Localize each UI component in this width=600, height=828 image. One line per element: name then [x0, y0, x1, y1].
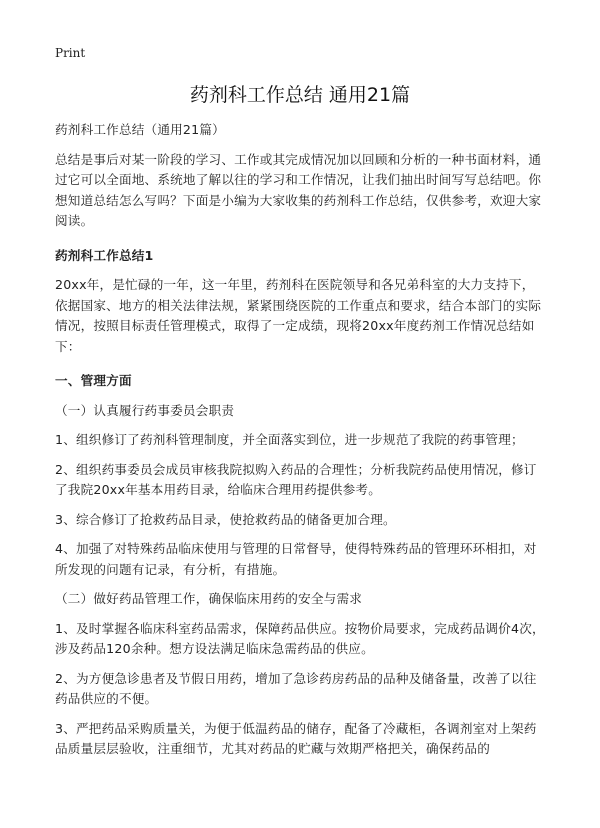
paragraph: 1、组织修订了药剂科管理制度，并全面落实到位，进一步规范了我院的药事管理； [55, 432, 524, 447]
paragraph: 3、综合修订了抢救药品目录，使抢救药品的储备更加合理。 [55, 511, 396, 527]
article-body [55, 120, 547, 769]
paragraph: 3、严把药品采购质量关，为便于低温药品的储存，配备了冷藏柜，各调剂室对上架药品质量层层验收，注重细节，尤其对药品的贮藏与效期严格把关，确保药品的 [55, 720, 537, 756]
paragraph: 20xx年，是忙碌的一年，这一年里，药剂科在医院领导和各兄弟科室的大力支持下，依据国家、地方的相关法律法规，紧紧围绕医院的工作重点和要求，结合本部门的实际情况，按照目标责任管理模式，取得了一定成绩，现将20xx年度药剂工作情况总结如下： [55, 277, 542, 354]
paragraph: 2、组织药事委员会成员审核我院拟购入药品的合理性；分析我院药品使用情况，修订了我院20xx年基本用药目录，给临床合理用药提供参考。 [55, 461, 537, 497]
subsection-heading: （二）做好药品管理工作，确保临床用药的安全与需求 [55, 591, 363, 606]
intro-paragraph: 总结是事后对某一阶段的学习、工作或其完成情况加以回顾和分析的一种书面材料，通过它可以全面地、系统地了解以往的学习和工作情况，让我们抽出时间写写总结吧。你想知道总结怎么写吗？下面是小编为大家收集的药剂科工作总结，仅供参考，欢迎大家阅读。 [55, 151, 542, 228]
paragraph: 4、加强了对特殊药品临床使用与管理的日常督导，使得特殊药品的管理环环相扣，对所发现的问题有记录，有分析，有措施。 [55, 541, 537, 577]
paragraph: 2、为方便急诊患者及节假日用药，增加了急诊药房药品的品种及储备量，改善了以往药品供应的不便。 [55, 670, 537, 706]
section-heading: 一、管理方面 [55, 373, 132, 388]
paragraph: 1、及时掌握各临床科室药品需求，保障药品供应。按物价局要求，完成药品调价4次，涉及药品120余种。想方设法满足临床急需药品的供应。 [55, 620, 545, 656]
section-heading: 药剂科工作总结1 [55, 247, 154, 263]
subsection-heading: （一）认真履行药事委员会职责 [55, 402, 235, 418]
page-title: 药剂科工作总结 通用21篇 [189, 84, 411, 106]
print-link[interactable]: Print [55, 46, 86, 60]
article-subtitle: 药剂科工作总结（通用21篇） [55, 122, 225, 137]
